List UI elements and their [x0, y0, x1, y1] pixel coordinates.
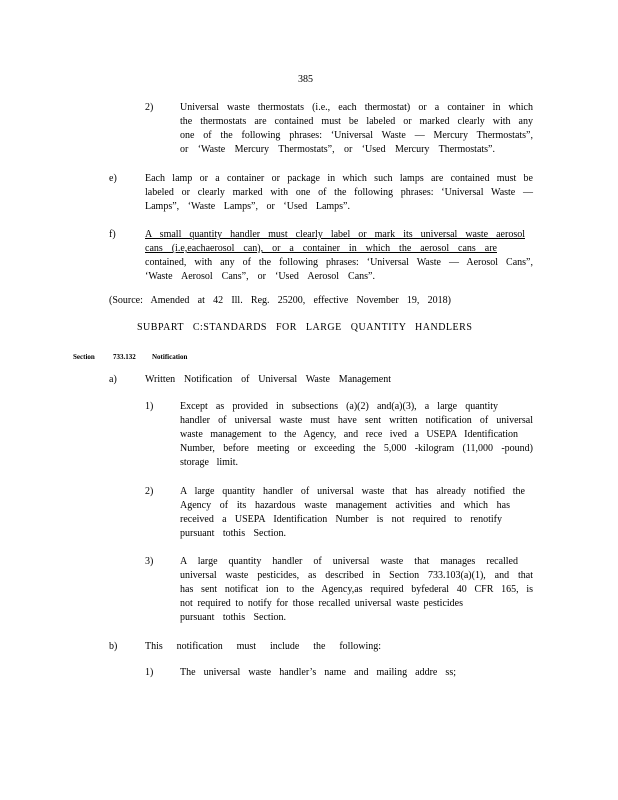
- subsection-text: Written Notification of Universal Waste Management: [145, 374, 391, 385]
- text-line-underlined: cans (i.e,eachaerosol can), or a container in which the aerosol cans are: [145, 243, 497, 254]
- item-marker: 2): [145, 102, 154, 113]
- text-line: Agency of its hazardous waste management activities and which has: [180, 500, 510, 511]
- section-number: 733.132: [113, 353, 136, 361]
- item-paragraph-handler-name: [180, 666, 456, 680]
- text-line-underlined: A small quantity handler must clearly label or mark its universal waste aerosol: [145, 229, 525, 240]
- item-paragraph-except: [180, 400, 533, 470]
- text-line: Number, before meeting or exceeding the 5,000 -kilogram (11,000 -pound): [180, 443, 533, 454]
- text-line: Universal waste thermostats (i.e., each thermostat) or a container in which: [180, 102, 533, 113]
- subsection-text: This notification must include the following:: [145, 641, 381, 652]
- text-line: ‘Waste Aerosol Cans”, or ‘Used Aerosol Cans”.: [145, 271, 375, 282]
- item-marker: 1): [145, 401, 154, 412]
- text-line: contained, with any of the following phrases: ‘Universal Waste — Aerosol Cans”,: [145, 257, 533, 268]
- item-paragraph-recalled-pesticides: [180, 555, 533, 625]
- text-line: storage limit.: [180, 457, 238, 468]
- item-marker: 3): [145, 556, 154, 567]
- item-marker: 1): [145, 667, 154, 678]
- section-label: Section: [73, 353, 95, 361]
- text-line: received a USEPA Identification Number is not required to renotify: [180, 514, 502, 525]
- text-line: The universal waste handler’s name and mailing addre ss;: [180, 667, 456, 678]
- text-line: pursuant tothis Section.: [180, 528, 286, 539]
- text-line: Except as provided in subsections (a)(2) and(a)(3), a large quantity: [180, 401, 498, 412]
- text-line: A large quantity handler of universal waste that has already notified the: [180, 486, 525, 497]
- text-line: not required to notify for those recalled universal waste pesticides: [180, 598, 463, 609]
- page-number: 385: [298, 74, 313, 85]
- subsection-heading-must-include: [145, 640, 381, 654]
- text-line: pursuant tothis Section.: [180, 612, 286, 623]
- text-line: Lamps”, ‘Waste Lamps”, or ‘Used Lamps”.: [145, 201, 350, 212]
- text-line: one of the following phrases: ‘Universal Waste — Mercury Thermostats”,: [180, 130, 533, 141]
- text-line: labeled or clearly marked with one of the following phrases: ‘Universal Waste —: [145, 187, 533, 198]
- item-paragraph-aerosol: [145, 228, 533, 284]
- subsection-heading-written-notification: [145, 373, 391, 387]
- text-line: the thermostats are contained must be labeled or marked clearly with any: [180, 116, 533, 127]
- section-title: Notification: [152, 353, 188, 361]
- text-line: waste management to the Agency, and rece ived a USEPA Identification: [180, 429, 518, 440]
- subsection-marker: a): [109, 374, 117, 385]
- text-line: handler of universal waste must have sent written notification of universal: [180, 415, 533, 426]
- text-line: has sent notificat ion to the Agency,as required byfederal 40 CFR 165, is: [180, 584, 533, 595]
- subsection-marker: b): [109, 641, 118, 652]
- text-line: A large quantity handler of universal waste that manages recalled: [180, 556, 518, 567]
- source-note-text: (Source: Amended at 42 Ill. Reg. 25200, effective November 19, 2018): [109, 295, 451, 306]
- item-paragraph-lamps: [145, 172, 533, 214]
- item-marker: e): [109, 173, 117, 184]
- item-paragraph-already-notified: [180, 485, 525, 541]
- text-line: universal waste pesticides, as described in Section 733.103(a)(1), and that: [180, 570, 533, 581]
- text-line: Each lamp or a container or package in which such lamps are contained must be: [145, 173, 533, 184]
- item-marker: 2): [145, 486, 154, 497]
- source-note: [109, 294, 451, 308]
- subpart-heading: SUBPART C:STANDARDS FOR LARGE QUANTITY HANDLERS: [137, 322, 473, 333]
- item-paragraph-thermostats: [180, 101, 533, 157]
- text-line: or ‘Waste Mercury Thermostats”, or ‘Used Mercury Thermostats”.: [180, 144, 495, 155]
- item-marker: f): [109, 229, 116, 240]
